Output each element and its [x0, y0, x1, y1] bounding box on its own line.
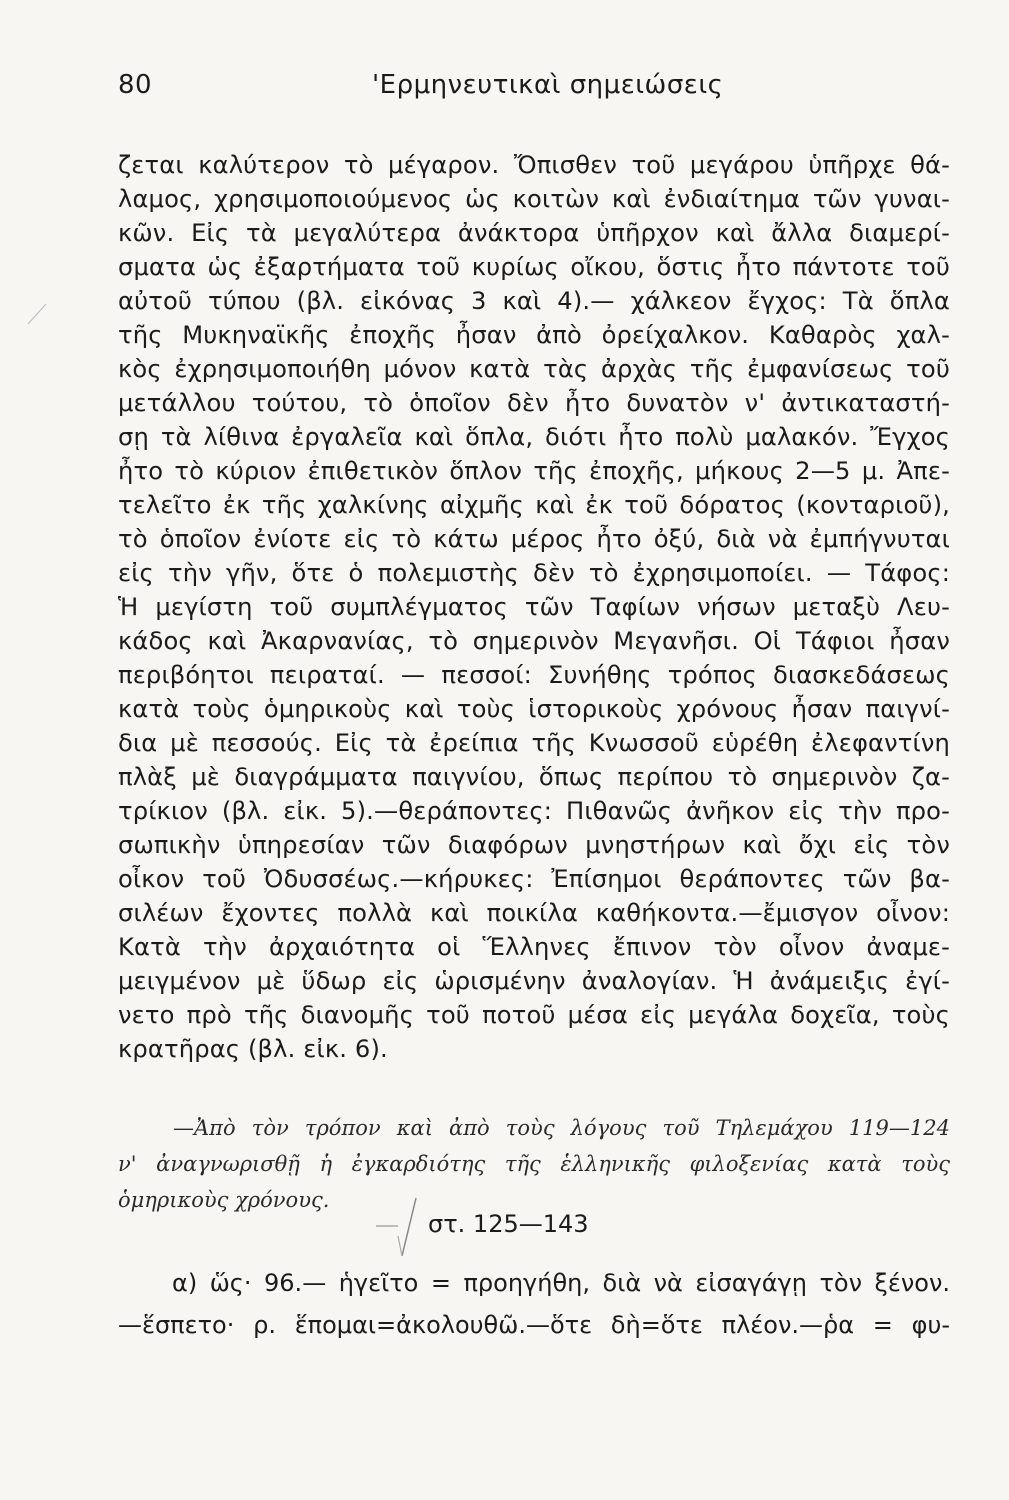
page-header — [118, 70, 948, 114]
text-line: Ἡ μεγίστη τοῦ συμπλέγματος τῶν Ταφίων νήσων μεταξὺ Λευ- — [118, 593, 950, 621]
commentary-line: α) ὥς· 96.— ἡγεῖτο = προηγήθη, διὰ νὰ εἰσαγάγῃ τὸν ξένον. — [172, 1269, 950, 1297]
text-line: σματα ὡς ἐξαρτήματα τοῦ κυρίως οἴκου, ὅστις ἦτο πάντοτε τοῦ — [118, 253, 950, 281]
text-line: σιλέων ἔχοντες πολλὰ καὶ ποικίλα καθήκοντα.—ἔμισγον οἶνον: — [118, 899, 950, 927]
text-line: ἦτο τὸ κύριον ἐπιθετικὸν ὅπλον τῆς ἐποχῆς, μήκους 2—5 μ. Ἀπε- — [118, 457, 950, 485]
text-line: μειγμένον μὲ ὕδωρ εἰς ὡρισμένην ἀναλογίαν. Ἡ ἀνάμειξις ἐγί- — [118, 967, 950, 995]
text-line: κῶν. Εἰς τὰ μεγαλύτερα ἀνάκτορα ὑπῆρχον καὶ ἄλλα διαμερί- — [118, 219, 950, 247]
margin-mark-icon — [26, 300, 50, 326]
text-line: εἰς τὴν γῆν, ὅτε ὁ πολεμιστὴς δὲν τὸ ἐχρησιμοποίει. — Τάφος: — [118, 559, 950, 587]
text-line: κάδος καὶ Ἀκαρνανίας, τὸ σημερινὸν Μεγανῆσι. Οἱ Τάφιοι ἦσαν — [118, 627, 950, 655]
note-paragraph — [118, 1110, 950, 1218]
text-line: μετάλλου τούτου, τὸ ὁποῖον δὲν ἦτο δυνατὸν ν' ἀντικαταστή- — [118, 389, 950, 417]
text-line: περιβόητοι πειραταί. — πεσσοί: Συνήθης τρόπος διασκεδάσεως — [118, 661, 950, 689]
section-heading: στ. 125—143 — [428, 1210, 589, 1238]
commentary-line: —ἕσπετο· ρ. ἕπομαι=ἀκολουθῶ.—ὅτε δὴ=ὅτε πλέον.—ῥα = φυ- — [118, 1311, 950, 1339]
text-line: ζεται καλύτερον τὸ μέγαρον. Ὄπισθεν τοῦ μεγάρου ὑπῆρχε θά- — [118, 151, 950, 179]
text-line: σῃ τὰ λίθινα ἐργαλεῖα καὶ ὅπλα, διότι ἦτο πολὺ μαλακόν. Ἔγχος — [118, 423, 950, 451]
text-line: αὐτοῦ τύπου (βλ. εἰκόνας 3 καὶ 4).— χάλκεον ἔγχος: Τὰ ὅπλα — [118, 287, 950, 315]
text-line: τρίκιον (βλ. εἰκ. 5).—θεράποντες: Πιθανῶς ἀνῆκον εἰς τὴν προ- — [118, 797, 950, 825]
text-line: κὸς ἐχρησιμοποιήθη μόνον κατὰ τὰς ἀρχὰς τῆς ἐμφανίσεως τοῦ — [118, 355, 950, 383]
text-line: τῆς Μυκηναϊκῆς ἐποχῆς ἦσαν ἀπὸ ὀρείχαλκον. Καθαρὸς χαλ- — [118, 321, 950, 349]
text-line: σωπικὴν ὑπηρεσίαν τῶν διαφόρων μνηστήρων καὶ ὄχι εἰς τὸν — [118, 831, 950, 859]
text-line: Κατὰ τὴν ἀρχαιότητα οἱ Ἕλληνες ἔπινον τὸν οἶνον ἀναμε- — [118, 933, 950, 961]
text-line: τὸ ὁποῖον ἐνίοτε εἰς τὸ κάτω μέρος ἦτο ὀξύ, διὰ νὰ ἐμπήγνυται — [118, 525, 950, 553]
text-line: πλὰξ μὲ διαγράμματα παιγνίου, ὅπως περίπου τὸ σημερινὸν ζα- — [118, 763, 950, 791]
main-text — [118, 148, 950, 1066]
text-line: οἶκον τοῦ Ὀδυσσέως.—κήρυκες: Ἐπίσημοι θεράποντες τῶν βα- — [118, 865, 950, 893]
note-line: ὁμηρικοὺς χρόνους. — [118, 1188, 330, 1212]
text-line: λαμος, χρησιμοποιούμενος ὡς κοιτὼν καὶ ἐνδιαίτημα τῶν γυναι- — [118, 185, 950, 213]
note-line: ν' ἀναγνωρισθῇ ἡ ἐγκαρδιότης τῆς ἑλληνικῆς φιλοξενίας κατὰ τοὺς — [118, 1152, 950, 1176]
text-line: κρατῆρας (βλ. εἰκ. 6). — [118, 1035, 388, 1063]
running-title: 'Ερμηνευτικαὶ σημειώσεις — [372, 70, 724, 100]
page-number: 80 — [118, 70, 153, 100]
text-line: νετο πρὸ τῆς διανομῆς τοῦ ποτοῦ μέσα εἰς μεγάλα δοχεῖα, τοὺς — [118, 1001, 950, 1029]
text-line: κατὰ τοὺς ὁμηρικοὺς καὶ τοὺς ἱστορικοὺς χρόνους ἦσαν παιγνί- — [118, 695, 950, 723]
commentary-text — [118, 1262, 950, 1346]
note-line: —Ἀπὸ τὸν τρόπον καὶ ἀπὸ τοὺς λόγους τοῦ Τηλεμάχου 119—124 — [173, 1116, 950, 1140]
text-line: δια μὲ πεσσούς. Εἰς τὰ ἐρείπια τῆς Κνωσσοῦ εὑρέθη ἐλεφαντίνη — [118, 729, 950, 757]
text-line: τελεῖτο ἐκ τῆς χαλκίνης αἰχμῆς καὶ ἐκ τοῦ δόρατος (κονταριοῦ), — [118, 491, 950, 519]
check-mark-icon — [372, 1196, 432, 1260]
